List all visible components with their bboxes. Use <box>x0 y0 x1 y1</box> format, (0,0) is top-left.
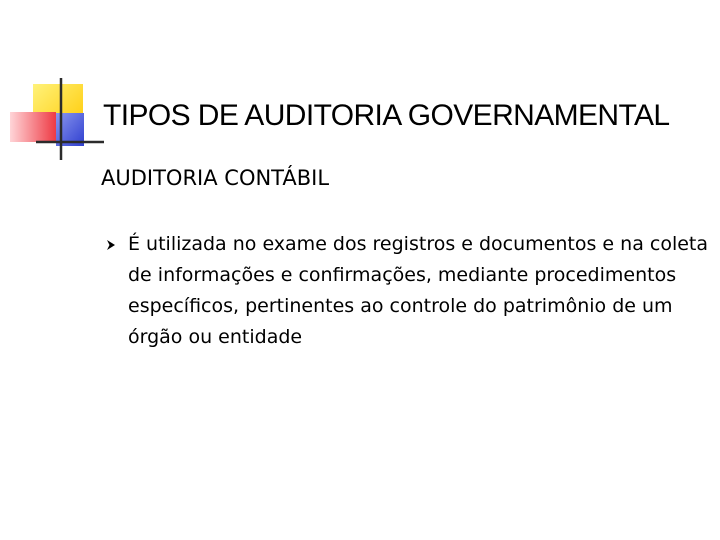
bullet-text: É utilizada no exame dos registros e documentos e na coleta de informações e confirmações, mediante procedimentos específicos, pertinentes ao controle do patrimônio de um órgão ou entidade <box>128 233 709 348</box>
decorative-squares-icon <box>0 0 110 170</box>
arrowhead-bullet-icon <box>106 239 116 251</box>
slide-title: TIPOS DE AUDITORIA GOVERNAMENTAL <box>103 99 670 132</box>
slide-subtitle: AUDITORIA CONTÁBIL <box>101 166 330 190</box>
red-square <box>10 112 56 142</box>
bullet-list <box>102 229 712 353</box>
bullet-item <box>102 229 712 353</box>
